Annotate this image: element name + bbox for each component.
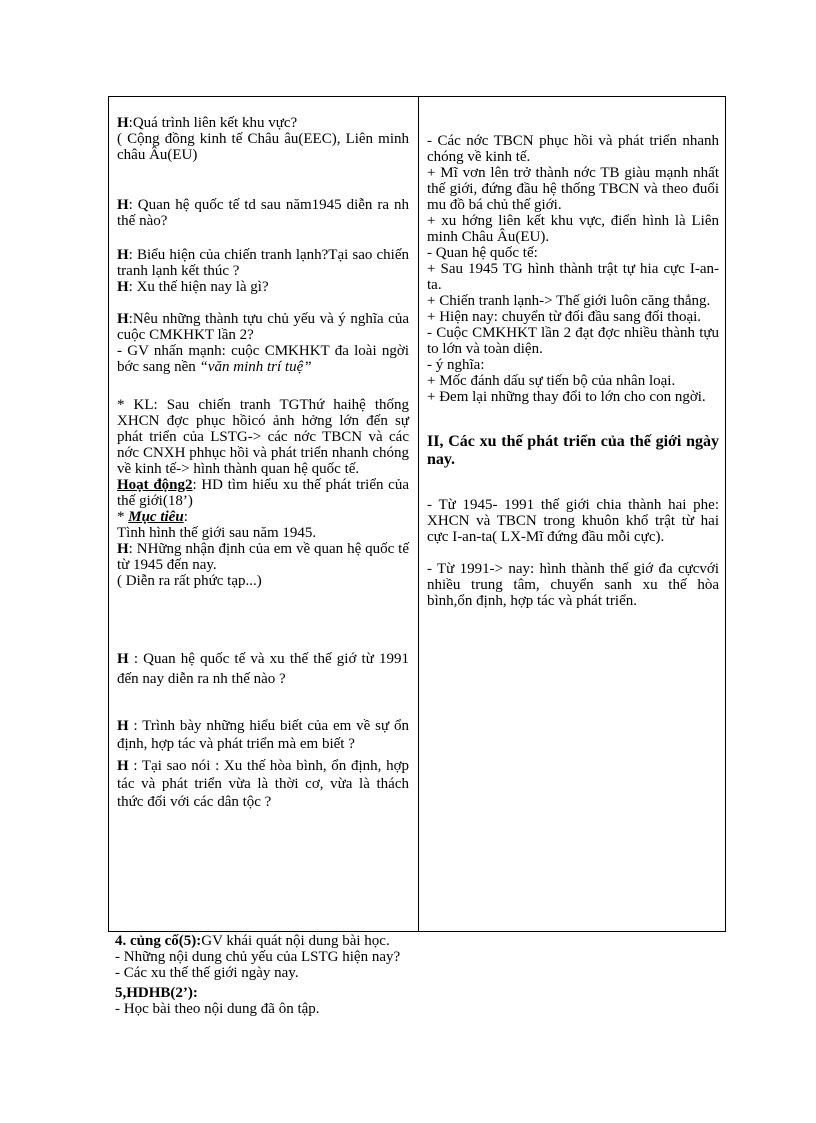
answer-1: ( Cộng đồng kinh tế Châu âu(EEC), Liên minh châu Âu(EU)	[117, 131, 409, 163]
lesson-footer	[115, 933, 726, 1017]
homework-item: - Học bài theo nội dung đã ôn tập.	[115, 1001, 320, 1017]
content-line: + Sau 1945 TG hình thành trật tự hia cực I-an-ta.	[427, 261, 719, 293]
content-line: + Mốc đánh dấu sự tiến bộ của nhân loại.	[427, 373, 676, 389]
answer-6: ( Diễn ra rất phức tạp...)	[117, 573, 262, 589]
content-line: + Đem lại những thay đổi to lớn cho con ngời.	[427, 389, 706, 405]
section-2-heading: II, Các xu thế phát triển của thế giới ngày nay.	[427, 433, 719, 468]
consolidation-item: - Những nội dung chủ yếu của LSTG hiện nay?	[115, 949, 401, 965]
objective-label: * Mục tiêu:	[117, 509, 188, 525]
consolidation-item: - Các xu thế thế giới ngày nay.	[115, 965, 299, 981]
question-4: H: Xu thế hiện nay là gì?	[117, 279, 269, 295]
content-line: + Chiến tranh lạnh-> Thế giới luôn căng thẳng.	[427, 293, 711, 309]
teacher-activity-column	[109, 97, 418, 811]
content-line: - ý nghĩa:	[427, 357, 485, 373]
content-line: - Cuộc CMKHKT lần 2 đạt đợc nhiều thành tựu to lớn và toàn diện.	[427, 325, 719, 357]
lesson-table	[108, 96, 726, 932]
question-5: H:Nêu những thành tựu chủ yếu và ý nghĩa của cuộc CMKHKT lần 2?	[117, 311, 409, 343]
question-1: H:Quá trình liên kết khu vực?	[117, 115, 298, 131]
activity-2-heading: Hoạt động2: HD tìm hiểu xu thế phát triển của thế giới(18’)	[117, 477, 409, 509]
content-line: - Từ 1991-> nay: hình thành thế giớ đa cựcvới nhiều trung tâm, chuyển sanh xu thế hòa bình,ổn định, hợp tác và phát triển.	[427, 561, 719, 609]
content-line: + Mĩ vơn lên trở thành nớc TB giàu mạnh nhất thế giới, đứng đầu hệ thống TBCN và theo đuổi mu đồ bá chủ thế giới.	[427, 165, 719, 213]
objective-text: Tình hình thế giới sau năm 1945.	[117, 525, 317, 541]
teacher-note: - GV nhấn mạnh: cuộc CMKHKT đa loài ngời bớc sang nền “văn minh trí tuệ”	[117, 343, 409, 375]
question-8: H : Trình bày những hiểu biết của em về sự ổn định, hợp tác và phát triển mà em biết ?	[117, 718, 409, 752]
question-7: H : Quan hệ quốc tế và xu thế thế giớ từ 1991 đến nay diễn ra nh thế nào ?	[117, 651, 409, 687]
content-line: + Hiện nay: chuyển từ đối đầu sang đối thoại.	[427, 309, 702, 325]
content-line: - Quan hệ quốc tế:	[427, 245, 538, 261]
content-line: + xu hớng liên kết khu vực, điển hình là Liên minh Châu Âu(EU).	[427, 213, 719, 245]
question-9: H : Tại sao nói : Xu thế hòa bình, ổn định, hợp tác và phát triển vừa là thời cơ, vừa là thách thức đối với các dân tộc ?	[117, 758, 409, 810]
question-3: H: Biểu hiện của chiến tranh lạnh?Tại sao chiến tranh lạnh kết thúc ?	[117, 247, 409, 279]
content-line: - Các nớc TBCN phục hồi và phát triển nhanh chóng về kinh tế.	[427, 133, 719, 165]
content-line: - Từ 1945- 1991 thế giới chia thành hai phe: XHCN và TBCN trong khuôn khổ trật từ hai cực I-an-ta( LX-Mĩ đứng đầu mỗi cực).	[427, 497, 719, 545]
conclusion-text: * KL: Sau chiến tranh TGThứ haihệ thống XHCN đợc phục hồicó ảnh hởng lớn đến sự phát triển của LSTG-> các nớc TBCN và các nớc CNXH phhục hồi và phát triển nhanh chóng về kinh tế-> hình thành quan hệ quốc tế.	[117, 397, 409, 477]
question-2: H: Quan hệ quốc tế td sau năm1945 diễn ra nh thế nào?	[117, 197, 409, 229]
student-content-column	[419, 97, 727, 609]
consolidation-heading: 4. củng cố(5):GV khái quát nội dung bài học.	[115, 933, 390, 949]
homework-heading: 5,HDHB(2’):	[115, 985, 198, 1001]
question-6: H: NHững nhận định của em về quan hệ quốc tế từ 1945 đến nay.	[117, 541, 409, 573]
